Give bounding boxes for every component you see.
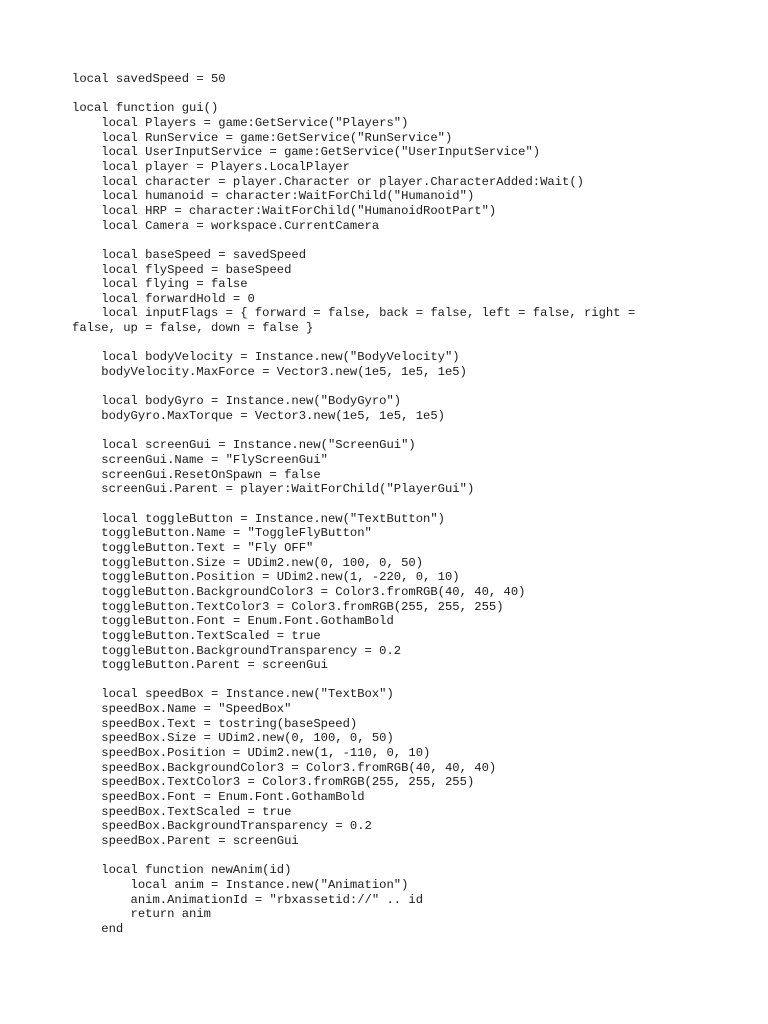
code-line: screenGui.Name = "FlyScreenGui" — [72, 452, 328, 467]
code-line: screenGui.Parent = player:WaitForChild("PlayerGui") — [72, 482, 475, 497]
code-line: end — [72, 921, 124, 936]
code-line: toggleButton.Size = UDim2.new(0, 100, 0, 50) — [72, 555, 424, 570]
code-line: local Players = game:GetService("Players") — [72, 115, 409, 130]
code-line: speedBox.Font = Enum.Font.GothamBold — [72, 790, 365, 805]
code-line: local speedBox = Instance.new("TextBox") — [72, 687, 394, 702]
blank-line — [72, 380, 712, 395]
blank-line — [72, 424, 712, 439]
code-line: screenGui.ResetOnSpawn = false — [72, 467, 321, 482]
code-line: local character = player.Character or player.CharacterAdded:Wait() — [72, 174, 584, 189]
blank-line — [72, 336, 712, 351]
code-line: speedBox.Position = UDim2.new(1, -110, 0, 10) — [72, 746, 431, 761]
code-line: toggleButton.BackgroundTransparency = 0.2 — [72, 643, 402, 658]
code-line: speedBox.TextScaled = true — [72, 804, 292, 819]
code-line: local UserInputService = game:GetService("UserInputService") — [72, 145, 541, 160]
code-line: speedBox.BackgroundTransparency = 0.2 — [72, 819, 372, 834]
code-line: speedBox.BackgroundColor3 = Color3.fromRGB(40, 40, 40) — [72, 760, 497, 775]
code-line: local baseSpeed = savedSpeed — [72, 247, 307, 262]
code-line: speedBox.Size = UDim2.new(0, 100, 0, 50) — [72, 731, 394, 746]
code-line: toggleButton.TextColor3 = Color3.fromRGB(255, 255, 255) — [72, 599, 504, 614]
code-line: local HRP = character:WaitForChild("HumanoidRootPart") — [72, 203, 497, 218]
blank-line — [72, 849, 712, 864]
blank-line — [72, 673, 712, 688]
code-line: toggleButton.Position = UDim2.new(1, -220, 0, 10) — [72, 570, 460, 585]
code-line: local forwardHold = 0 — [72, 291, 255, 306]
code-line: local humanoid = character:WaitForChild("Humanoid") — [72, 189, 475, 204]
code-line: speedBox.Text = tostring(baseSpeed) — [72, 716, 358, 731]
code-line: false, up = false, down = false } — [72, 321, 314, 336]
code-line: toggleButton.Name = "ToggleFlyButton" — [72, 526, 372, 541]
blank-line — [72, 497, 712, 512]
blank-line — [72, 87, 712, 102]
code-document — [72, 72, 712, 937]
code-line: toggleButton.Font = Enum.Font.GothamBold — [72, 614, 394, 629]
code-line: local Camera = workspace.CurrentCamera — [72, 218, 380, 233]
code-line: local RunService = game:GetService("RunService") — [72, 130, 453, 145]
code-line: local savedSpeed = 50 — [72, 72, 226, 86]
code-line: local bodyGyro = Instance.new("BodyGyro") — [72, 394, 402, 409]
code-line: speedBox.TextColor3 = Color3.fromRGB(255, 255, 255) — [72, 775, 475, 790]
code-line: local player = Players.LocalPlayer — [72, 159, 350, 174]
code-line: bodyGyro.MaxTorque = Vector3.new(1e5, 1e5, 1e5) — [72, 409, 445, 424]
code-line: local anim = Instance.new("Animation") — [72, 877, 409, 892]
code-line: speedBox.Parent = screenGui — [72, 834, 299, 849]
code-line: local bodyVelocity = Instance.new("BodyVelocity") — [72, 350, 460, 365]
code-line: bodyVelocity.MaxForce = Vector3.new(1e5, 1e5, 1e5) — [72, 365, 467, 380]
blank-line — [72, 233, 712, 248]
code-line: local screenGui = Instance.new("ScreenGui") — [72, 438, 416, 453]
code-line: speedBox.Name = "SpeedBox" — [72, 702, 292, 717]
code-line: toggleButton.Text = "Fly OFF" — [72, 540, 314, 555]
code-line: local inputFlags = { forward = false, back = false, left = false, right = — [72, 306, 636, 321]
code-line: anim.AnimationId = "rbxassetid://" .. id — [72, 892, 424, 907]
code-line: toggleButton.Parent = screenGui — [72, 658, 328, 673]
code-line: toggleButton.BackgroundColor3 = Color3.fromRGB(40, 40, 40) — [72, 584, 526, 599]
code-line: local flying = false — [72, 277, 248, 292]
code-line: local function gui() — [72, 101, 219, 116]
code-line: local toggleButton = Instance.new("TextButton") — [72, 511, 445, 526]
code-line: return anim — [72, 907, 211, 922]
code-line: local function newAnim(id) — [72, 863, 292, 878]
code-line: toggleButton.TextScaled = true — [72, 628, 321, 643]
code-line: local flySpeed = baseSpeed — [72, 262, 292, 277]
